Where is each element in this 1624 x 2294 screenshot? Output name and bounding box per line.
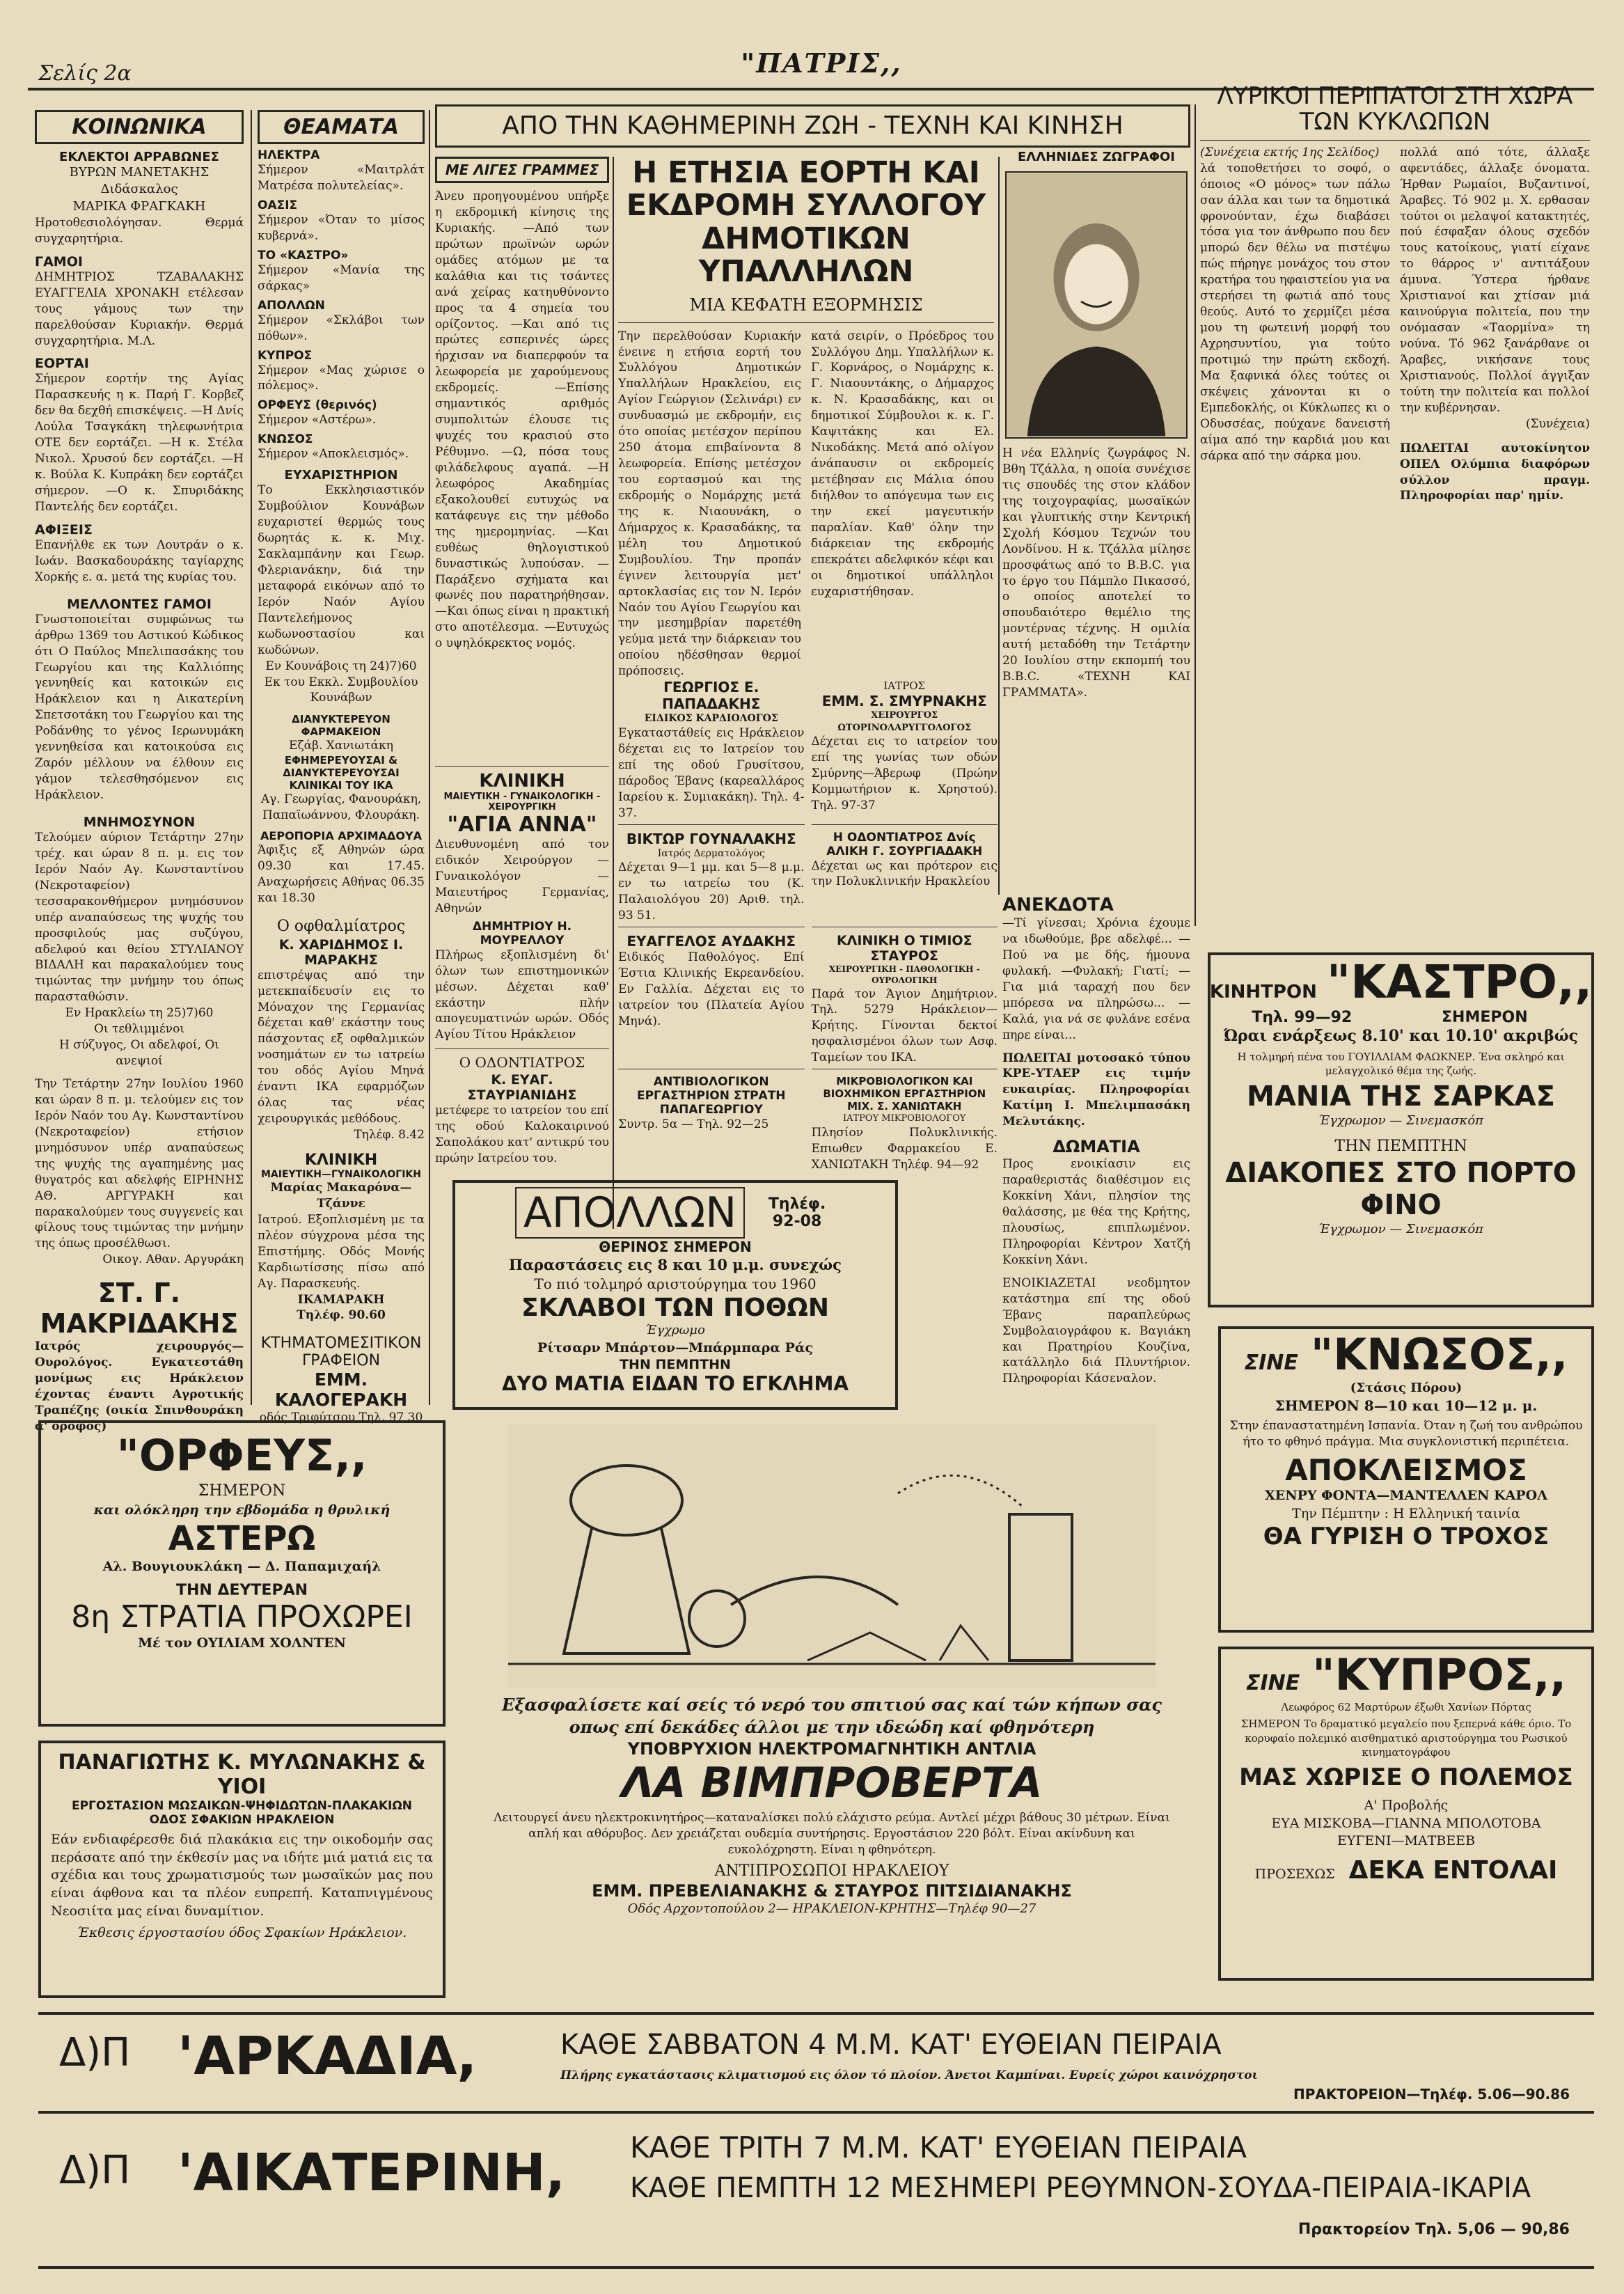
show-item	[258, 299, 425, 345]
doctor-name: ΑΝΤΙΒΙΟΛΟΓΙΚΟΝ ΕΡΓΑΣΤΗΡΙΟΝ ΣΤΡΑΤΗ ΠΑΠΑΓΕΩΡΓΙΟΥ	[636, 1075, 786, 1117]
article-text: Την περελθούσαν Κυριακήν ένεινε η ετήσια εορτή του Συλλόγου Δημοτικών Υπαλλήλων Ηρακλείου, εις Αγίον Γεώργιον (Σελινάρι) εν συνδυασμώ με εκδρομήν, εις ότο οποίας μετέσχον περίπου 250 άτομα επιβαίνοντα 8 λεωφορεία. Επίσης μετέσχον του εορτασμού και της εκδρομής ο Νομάρχης μετά της κ. Νιαουνάκη, ο Δήμαρχος κ. Κρασαδάκης, τα μέλη του Δημοτικού Συμβουλίου. Την προπάν έγινεν λειτουργία μετ' αρτοκλασίας εις τον Ν. Ιερόν Ναόν του Αγίου Γεωργίου και την μεσημβρίαν παρετέθη γεύμα μετά την διάρκειαν του οποίου ηδέσθησαν θερμοί πρόποσεις.	[618, 329, 801, 679]
show-item	[258, 249, 425, 294]
show-title: ΚΥΠΡΟΣ	[258, 348, 313, 363]
doctor-specialty: ΙΑΤΡΟΥ ΜΙΚΡΟΒΙΟΛΟΓΟΥ	[842, 1113, 966, 1124]
lyric-text: λά τοποθετήσει το σοφό, ο όποιος «Ο μόνος» των πάλω σαν άλλα και των τα δημοτικά φρονούνταν, έχω διαβάσει τόσα για τον άνθρωπο που δεν μπορώ δεν θέλω να πιστέψω πώς πήρηγε μονάχος του στον κρατήρα του ηφαιστείου για να στερήσει τη φωτιά από τους θεούς. Αυτό το χερμίζει μέσα μου τη φωτεινή μορφή του Αχρησυντίου, για τούτο προτιμώ την πρώτη εκδοχή. Μα ξαφνικά όλες τούτες οι σκέψεις χάνονται κι ο Εμπεδοκλής, οι Κύκλωπες κι ο Οδυσσέας, πούχανε δανειστή αίμα από την καρδιά μου και σάρκα από την σάρκα μου.	[1200, 161, 1390, 463]
iatros-label: ΙΑΤΡΟΣ	[883, 679, 926, 692]
bottom-rule	[38, 2266, 1594, 2269]
apollon-line2: Παραστάσεις εις 8 και 10 μ.μ. συνεχώς	[509, 1256, 842, 1273]
kastro-text: Η τολμηρή πένα του ΓΟΥΙΛΛΙΑΜ ΦΑΩΚΝΕΡ. Ένα σκληρό και μελαγχολικό θέμα της ζωής.	[1237, 1050, 1565, 1077]
doctor-text: Ειδικός Παθολόγος. Επί Έστια Κλινικής Εκρεανδείου. Εν Γαλλία. Δέχεται εις το ιατρείον του (Πλατεία Αγίου Μηνά).	[618, 950, 805, 1028]
orfeus-today: ΣΗΜΕΡΟΝ	[198, 1482, 286, 1500]
show-item	[258, 432, 425, 462]
aikaterini-schedule-2: ΚΑΘΕ ΠΕΜΠΤΗ 12 ΜΕΣΗΜΕΡΙ ΡΕΘΥΜΝΟΝ-ΣΟΥΔΑ-ΠΕΙΡΑΙΑ-ΙΚΑΡΙΑ	[630, 2172, 1531, 2204]
kastro-name: "ΚΑΣΤΡΟ,,	[1326, 955, 1593, 1009]
doctor-text: Εγκαταστάθείς εις Ηράκλειον δέχεται εις το Ιατρείον του επί της οδού Γρυσίτσου, πάροδος Έβανς (καρεαλλάρος Ιαρείου κ. Συμιακάκη). Τηλ. 4-37.	[618, 725, 805, 820]
clinic-title: ΚΛΙΝΙΚΗ	[304, 1151, 378, 1169]
small-ad-sale: ΠΩΛΕΙΤΑΙ μοτοσακό τύπου ΚΡΕ-ΥΤΑΕΡ εις τιμήν ευκαιρίας. Πληροφορίαι Κατίμη Ι. Μπελιμπασάκη Μελυτάκης.	[1002, 1051, 1190, 1129]
engagement-names: ΒΥΡΩΝ ΜΑΝΕΤΑΚΗΣ Διδάσκαλος ΜΑΡΙΚΑ ΦΡΑΓΚΑΚΗ	[69, 165, 210, 214]
realestate-name: ΕΜΜ. ΚΑΛΟΓΕΡΑΚΗ	[274, 1369, 408, 1411]
ad-orfeus	[38, 1420, 446, 1727]
doctor-ad-title: ΣΤ. Γ. ΜΑΚΡΙΔΑΚΗΣ	[40, 1278, 239, 1340]
knossos-sub: (Στάσις Πόρου)	[1350, 1381, 1463, 1395]
lyric-col-b	[1400, 145, 1590, 505]
knossos-stars: ΧΕΝΡΥ ΦΟΝΤΑ—ΜΑΝΤΕΛΛΕΝ ΚΑΡΟΛ	[1265, 1488, 1547, 1504]
mylonakis-title: ΠΑΝΑΓΙΩΤΗΣ Κ. ΜΥΛΩΝΑΚΗΣ & ΥΙΟΙ	[58, 1750, 426, 1799]
profile-title: ΕΛΛΗΝΙΔΕΣ ΖΩΓΡΑΦΟΙ	[1017, 150, 1176, 164]
pump-brand: ΛΑ ΒΙΜΠΡΟΒΕΡΤΑ	[621, 1758, 1043, 1807]
shows-list	[258, 148, 425, 462]
portrait-icon	[1007, 173, 1186, 437]
article-subhead: ΜΙΑ ΚΕΦΑΤΗ ΕΞΟΡΜΗΣΙΣ	[689, 295, 923, 315]
apollon-head	[455, 1187, 895, 1239]
doctor-specialty: ΕΙΔΙΚΟΣ ΚΑΡΔΙΟΛΟΓΟΣ	[644, 713, 778, 724]
column-anecdotes	[1002, 895, 1190, 1386]
lyric-title: ΛΥΡΙΚΟΙ ΠΕΡΙΠΑΤΟΙ ΣΤΗ ΧΩΡΑ ΤΩΝ ΚΥΚΛΩΠΩΝ	[1217, 82, 1573, 136]
doctor-ad	[618, 1075, 805, 1172]
taxi-ad: ΠΩΛΕΙΤΑΙ αυτοκίνητον ΟΠΕΛ Ολύμπια διαφόρων σύλλον πραγμ. Πληροφορίαι παρ' ημίν.	[1400, 441, 1590, 503]
weddings-title: ΓΑΜΟΙ	[35, 253, 83, 269]
kypros-stars-2: ΕΥΓΕΝΙ—ΜΑΤΒΕΕΒ	[1337, 1833, 1476, 1849]
dentist-text: μετέφερε το ιατρείον του επί της οδού Καλοκαιρινού Σαπολάκου κατ' αντικρύ του πρώην Ιατρείου του.	[435, 1103, 609, 1166]
engagements-title: ΕΚΛΕΚΤΟΙ ΑΡΡΑΒΩΝΕΣ	[59, 150, 219, 164]
thanks-text: Το Εκκλησιαστικόν Συμβούλιον Κουνάβων ευχαριστεί θερμώς τους δωρητάς κ. κ. Μιχ. Σακλαμπάνην και Γεωρ. Φλεριανάκην, διά την μεταφορά εικόνων από το Ιερόν Ναόν Αγίου Παντελεήμονος κωδωνοστασίου και κωδώνων.	[258, 483, 425, 657]
article-columns	[618, 329, 994, 680]
apollon-tel: Τηλέφ. 92-08	[768, 1195, 826, 1230]
rooms-text: Προς ενοικίασιν εις παραθεριστάς διαθέσιμον εις Κοκκίνη Χάνι, πλησίον της θαλάσσης, με θέα της Κρήτης, πλουσίως, επιπλωμένον. Πληροφορίαι Κέντρον Χατζή Κοκκίνη Χάνι.	[1002, 1157, 1190, 1267]
article-rule	[618, 322, 994, 323]
show-text: Σήμερον «Μαιτρλάτ Ματρέσα πολυτελείας».	[258, 163, 425, 193]
show-text: Σήμερον «Σκλάβοι των πόθων».	[258, 313, 425, 343]
pharmacies-title: ΔΙΑΝΥΚΤΕΡΕΥΟΝ ΦΑΡΜΑΚΕΙΟΝ	[292, 713, 391, 739]
show-title: ΟΡΦΕΥΣ (θερινός)	[258, 398, 377, 413]
doctor-specialty: ΧΕΙΡΟΥΡΓΟΣ ΩΤΟΡΙΝΟΛΑΡΥΓΓΟΛΟΓΟΣ	[837, 710, 972, 733]
show-title: ΗΛΕΚΤΡΑ	[258, 148, 320, 162]
orfeus-next-film: 8η ΣΤΡΑΤΙΑ ΠΡΟΧΩΡΕΙ	[71, 1598, 413, 1635]
aikaterini-prefix: Δ)Π	[59, 2148, 131, 2193]
thanks-sign: Εν Κουνάβοις τη 24)7)60 Εκ του Εκκλ. Συμβουλίου Κουνάβων	[264, 659, 418, 705]
feasts-text: Σήμερον εορτήν της Αγίας Παρασκευής η κ. Παρή Γ. Κορβεζ δεν θα δεχθή επισκέψεις. —Η Δνίς Λούλα Τσαγκάκη τηλεφωνήτρια ΟΤΕ δεν εορτάζει. —Η κ. Στέλα Νικολ. Χρυσού δεν εορτάζει. —Η κ. Βούλα Κ. Κυπράκη δεν εορτάζει σήμερον. —Ο κ. Σπυριδάκης Παντελής δεν εορτάζει.	[35, 372, 244, 514]
airline-text: Άφιξις εξ Αθηνών ώρα 09.30 και 17.45. Αναχωρήσεις Αθήνας 06.35 και 18.30	[258, 843, 425, 905]
ad-kypros	[1218, 1647, 1594, 1981]
col-divider-1	[251, 110, 252, 1405]
pump-illustration	[508, 1424, 1156, 1688]
doctor-ad	[812, 933, 998, 1069]
kypros-soon-label: ΠΡΟΣΕΧΩΣ	[1254, 1866, 1335, 1882]
doctor-name: ΜΙΚΡΟΒΙΟΛΟΓΙΚΟΝ ΚΑΙ ΒΙΟΧΗΜΙΚΟΝ ΕΡΓΑΣΤΗΡΙΟΝ ΜΙΧ. Σ. ΧΑΝΙΩΤΑΚΗ	[823, 1075, 986, 1113]
show-title: ΑΠΟΛΛΩΝ	[258, 298, 325, 313]
doctor-ad-text: Ιατρός χειρουργός—Ουρολόγος. Εγκατεστάθη μονίμως εις Ηράκλειον έχοντας έναντι Αγροτικής Τραπέζης (οικία Σπινθουράκη α' όροφος)	[35, 1340, 244, 1433]
clinic-text: Ιατρού. Εξοπλισμένη με τα πλέον σύγχρονα μέσα της Επιστήμης. Οδός Μονής Καρδιωτίσσης πίσω από Αγ. Παρασκευής.	[258, 1212, 425, 1291]
doctor-name: ΕΜΜ. Σ. ΣΜΥΡΝΑΚΗΣ	[821, 693, 987, 710]
doctor-name: ΕΥΑΓΓΕΛΟΣ ΑΥΔΑΚΗΣ	[626, 933, 796, 950]
show-item	[258, 398, 425, 428]
apollon-line3: Το πιό τολμηρό αριστούργημα του 1960	[534, 1275, 817, 1293]
column-social	[35, 110, 244, 1433]
doctor-text: Παρά τον Άγιον Δημήτριον. Τηλ. 5279 Ηράκλειον—Κρήτης. Γίνονται δεκτοί ησφαλισμένοι όλων των Ασφ. Ταμείων του ΙΚΑ.	[811, 987, 998, 1065]
lyric-text-2: πολλά από τότε, άλλαξε αφεντάδες, άλλαξε όνοματα. Ήρθαν Ρωμαίοι, Βυζαντινοί, Άραβες. Τό 902 μ. Χ. ερθασαν τούτοι οι μελαψοί κατακτητές, πού έσφαξαν όλους σχεδόν τους κατοίκους, γιατί είχανε το θάρρος ν' αντιτάξουν άμυνα. Ύστερα ήρθανε Χριστιανοί και χτίσαν μιά καινούργια πολιτεία, που την ονόμασαν «Ταορμίνα» τη νούνα. Τό 962 ξανάρθανε οι Άραβες, νικήσανε τους Χριστιανούς. Πολλοί άγγιξαν τούτη την πολιτεία και πολλοί την κυβέρνησαν.	[1400, 145, 1590, 415]
kypros-film: ΜΑΣ ΧΩΡΙΣΕ Ο ΠΟΛΕΜΟΣ	[1239, 1763, 1573, 1791]
dentist-title: Ο ΟΔΟΝΤΙΑΤΡΟΣ	[459, 1054, 585, 1071]
agia-anna-sub: ΜΑΙΕΥΤΙΚΗ - ΓΥΝΑΙΚΟΛΟΓΙΚΗ - ΧΕΙΡΟΥΡΓΙΚΗ	[443, 792, 601, 812]
kypros-text: ΣΗΜΕΡΟΝ Το δραματικό μεγαλείο που ξεπερνά κάθε όριο. Το κορυφαίο πολεμικό αισθηματικό αριστούργημα του Ρωσικού κινηματογράφου	[1240, 1718, 1572, 1759]
pharmacy-list: Αγ. Γεωργίας, Φανουράκη, Παπαϊωάννου, Φλουράκη.	[260, 792, 422, 823]
show-title: ΚΝΩΣΟΣ	[258, 432, 313, 447]
kypros-soon-film: ΔΕΚΑ ΕΝΤΟΛΑΙ	[1348, 1855, 1558, 1885]
knossos-film: ΑΠΟΚΛΕΙΣΜΟΣ	[1285, 1453, 1527, 1488]
realestate-addr: οδός Τριφύτσου Τηλ. 97 30	[259, 1411, 423, 1425]
clinic-name: Μαρίας Μακαρόνα—Τζάννε	[270, 1180, 412, 1211]
show-title: ΟΑΣΙΣ	[258, 198, 298, 212]
kypros-addr: Λεωφόρος 62 Μαρτύρων έξωθι Χανίων Πόρτας	[1281, 1701, 1531, 1713]
mylonakis-sign: Έκθεσις έργοστασίου όδος Σφακίων Ηράκλειον.	[77, 1925, 407, 1941]
aikaterini-agency: Πρακτορείον Τηλ. 5,06 — 90,86	[1298, 2221, 1570, 2238]
engagement-note: Ηροτοθεσιολόγησαν. Θερμά συγχαρητήρια.	[35, 215, 244, 246]
lyric-col-a	[1200, 145, 1390, 505]
apollon-next: ΤΗΝ ΠΕΜΠΤΗΝ	[620, 1357, 731, 1373]
kypros-screen: Α' Προβολής	[1364, 1798, 1449, 1813]
pump-line2: ΥΠΟΒΡΥΧΙΟΝ ΗΛΕΚΤΡΟΜΑΓΝΗΤΙΚΗ ΑΝΤΛΙΑ	[627, 1738, 1036, 1759]
show-item	[258, 349, 425, 395]
lyric-cont: (Συνέχεια εκτής 1ης Σελίδος)	[1200, 145, 1380, 159]
arkadia-prefix: Δ)Π	[59, 2030, 131, 2075]
knossos-next: Την Πέμπτην : Η Ελληνική ταινία	[1292, 1505, 1520, 1521]
show-text: Σήμερον «Όταν το μίσος κυβερνά».	[258, 212, 425, 243]
kastro-head	[1211, 955, 1591, 1009]
thanks-title: ΕΥΧΑΡΙΣΤΗΡΙΟΝ	[284, 468, 398, 483]
pharmacies-title-2: ΕΦΗΜΕΡΕΥΟΥΣΑΙ & ΔΙΑΝΥΚΤΕΡΕΥΟΥΣΑΙ ΚΛΙΝΙΚΑΙ ΤΟΥ ΙΚΑ	[283, 754, 400, 792]
section-social: ΚΟΙΝΩΝΙΚΑ	[35, 110, 244, 144]
agia-anna-text: Διευθυνομένη από τον ειδικόν Χειρούργον — Γυναικολόγον — Μαιευτήρος Γερμανίας, Αθηνών	[435, 838, 609, 916]
mylonakis-sub: ΕΡΓΟΣΤΑΣΙΟΝ ΜΩΣΑΙΚΩΝ-ΨΗΦΙΔΩΤΩΝ-ΠΛΑΚΑΚΙΩΝ	[71, 1799, 413, 1813]
mylonakis-text: Εάν ενδιαφέρεσθε διά πλακάκια εις την οικοδομήν σας περάσατε από την έκθεσίν μας να ιδήτε μιά ματιά εις τα σχέδια και τους χρωματισμούς των μωσαϊκών μας που είναι άφθονα και τα πλέον ευπρεπή. Καταπνιγμένους Νεοσιίτα μας είναι δυναμίτιον.	[51, 1832, 433, 1919]
orfeus-film: ΑΣΤΕΡΩ	[168, 1519, 316, 1559]
kypros-soon	[1221, 1856, 1591, 1885]
memorial2-sign: Οικογ. Αθαν. Αργυράκη	[102, 1252, 244, 1267]
arkadia-agency: ΠΡΑΚΤΟΡΕΙΟΝ—Τηλέφ. 5.06—90.86	[1293, 2086, 1570, 2103]
orfeus-stars: Αλ. Βουγιουκλάκη — Δ. Παπαμιχαήλ	[102, 1559, 381, 1575]
ship2-top-rule	[38, 2111, 1594, 2114]
agia-anna-doctor-text: Πλήρως εξοπλισμένη δι' όλων των επιστημονικών μέσων. Δέχεται καθ' εκάστην πλήν απογευματινών ωρών. Οδός Αγίου Τίτου Ηράκλειον	[435, 948, 609, 1042]
show-title: ΤΟ «ΚΑΣΤΡΟ»	[258, 248, 349, 262]
doctor-name: ΒΙΚΤΩΡ ΓΟΥΝΑΛΑΚΗΣ	[626, 830, 796, 847]
knossos-name: "ΚΝΩΣΟΣ,,	[1310, 1329, 1568, 1380]
ad-ship-aikaterini	[38, 2116, 1594, 2263]
memorial-text: Τελούμεν αύριον Τετάρτην 27ην τρέχ. και ώραν 8 π. μ. εις τον Ιερόν Ναόν Αγ. Κωνσταντίνου (Νεκροταφείον) τεσσαρακονθήμερον μνημόσυνον υπέρ αναπαύσεως της ψυχής του προσφιλούς μας συζύγου, αδελφού και θείου ΣΤΥΛΙΑΝΟΥ ΒΙΔΑΛΗ και παρακαλούμεν τους τιμώντας την μνήμην του όπως παρασταθώσιν.	[35, 830, 244, 1005]
profile-text: Η νέα Ελληνίς ζωγράφος Ν. Βθη Τζάλλα, η οποία συνέχισε τις σπουδές της στον κλάδον της τοιχογραφίας, μωσαϊκών και γλυπτικής στην Κεντρική Σχολή Κόσμου Τεχνών του Λονδίνου. Η κ. Τζάλλα μίλησε προσφάτως από το B.B.C. για το έργο του Πάμπλο Πικασσό, ο οποίος αποτελεί το σπουδαιότερο θεμέλιο της μοντέρνας τέχνης. Η ομιλία αυτή μεταδόθη την Τετάρτην 20 Ιουλίου στην εκπομπή του B.B.C. «ΤΕΧΝΗ ΚΑΙ ΓΡΑΜΜΑΤΑ».	[1002, 446, 1190, 700]
mylonakis-addr: ΟΔΟΣ ΣΦΑΚΙΩΝ ΗΡΑΚΛΕΙΟΝ	[149, 1813, 335, 1827]
top-banner-text: ΑΠΟ ΤΗΝ ΚΑΘΗΜΕΡΙΝΗ ΖΩΗ - ΤΕΧΝΗ ΚΑΙ ΚΙΝΗΣΗ	[502, 111, 1124, 140]
memorial-sign: Εν Ηρακλείω τη 25)7)60 Οι τεθλιμμένοι Η σύζυγος, Οι αδελφοί, Οι ανεψιοί	[59, 1006, 219, 1069]
clinic-sub: ΜΑΙΕΥΤΙΚΗ—ΓΥΝΑΙΚΟΛΟΓΙΚΗ	[260, 1168, 421, 1180]
weddings-text: ΔΗΜΗΤΡΙΟΣ ΤΖΑΒΑΛΑΚΗΣ ΕΥΑΓΓΕΛΙΑ ΧΡΟΝΑΚΗ ετέλεσαν τους γάμους των την παρελθούσαν Κυριακήν. Θερμά συγχαρητήρια. Μ.Λ.	[35, 269, 244, 348]
col-divider-3	[613, 157, 614, 1229]
doctor-name: Η ΟΔΟΝΤΙΑΤΡΟΣ Δνίς ΑΛΙΚΗ Γ. ΣΟΥΡΓΙΑΔΑΚΗ	[826, 830, 983, 858]
ophthalmologist-text: επιστρέψας από την μετεκπαίδευσίν εις το Μόναχον της Γερμανίας δέχεται καθ' εκάστην τους πάσχοντας εξ οφθαλμικών νοσημάτων εν τω ιατρείω του οδός Αγίου Μηνά έναντι ΙΚΑ εφαρμόζων όλας τας νέας χειρουργικάς μεθόδους.	[258, 968, 425, 1126]
col-divider-2	[429, 110, 430, 1405]
apollon-name: ΑΠΟΛΛΩΝ	[515, 1187, 745, 1239]
kypros-head	[1221, 1649, 1591, 1700]
garden-pump-icon	[508, 1424, 1156, 1688]
ship1-top-rule	[38, 2012, 1594, 2015]
doctor-ad	[812, 1075, 998, 1172]
doctor-specialty: Ιατρός Δερματολόγος	[657, 847, 765, 859]
knossos-times: ΣΗΜΕΡΟΝ 8—10 και 10—12 μ. μ.	[1275, 1397, 1538, 1415]
kypros-prefix: ΣΙΝΕ	[1246, 1671, 1300, 1695]
kastro-tel: Τηλ. 99—92	[1252, 1009, 1353, 1026]
clinic-rule	[435, 766, 609, 767]
masthead: "ΠΑΤΡΙΣ,,	[741, 47, 902, 79]
future-weddings-title: ΜΕΛΛΟΝΤΕΣ ΓΑΜΟΙ	[67, 596, 212, 612]
show-text: Σήμερον «Αποκλεισμός».	[258, 447, 409, 462]
kastro-color: Έγχρωμον — Σινεμασκόπ	[1318, 1113, 1484, 1129]
article-annual-feast	[618, 155, 994, 679]
article-text-2: κατά σειρίν, ο Πρόεδρος του Συλλόγου Δημ. Υπαλλήλων κ. Γ. Κορνάρος, ο Νομάρχης κ. Γ. Νιαουντάκης, ο Δήμαρχος κ. Ν. Κρασαδάκης, και οι δημοτικοί Σύμβουλοι κ. κ. Γ. Καψιτάκης και Ελ. Νικοδάκης. Μετά από ολίγον άνάπαυσιν οι εκδρομείς μετέβησαν εις Μάλια όπου διήλθον το απόγευμα των εις την εκεί μαγευτικήν παραλίαν. Καθ' όλην την διάρκειαν της εκδρομής επεκράτει αδελφικόν κέφι και οι δημοτικοί υπάλληλοι ευχαριστήθησαν.	[811, 329, 994, 599]
ophthalmologist-title: Ο οφθαλμίατρος	[276, 917, 406, 935]
aikaterini-schedule-1: ΚΑΘΕ ΤΡΙΤΗ 7 Μ.Μ. ΚΑΤ' ΕΥΘΕΙΑΝ ΠΕΙΡΑΙΑ	[630, 2130, 1247, 2165]
airline-title: ΑΕΡΟΠΟΡΙΑ ΑΡΧΙΜΑΔΟΥΑ	[260, 829, 422, 843]
doctor-text: Συντρ. 5α — Τηλ. 92—25	[618, 1117, 769, 1132]
doctor-ad	[812, 831, 998, 928]
ad-pump	[452, 1424, 1211, 2002]
ophthalmologist-name: Κ. ΧΑΡΙΔΗΜΟΣ Ι. ΜΑΡΑΚΗΣ	[278, 936, 404, 968]
ad-knossos	[1218, 1326, 1594, 1633]
agia-anna-name: "ΑΓΙΑ ΑΝΝΑ"	[447, 812, 597, 837]
ad-ship-arkadia	[38, 2016, 1594, 2107]
col-divider-5	[1195, 104, 1196, 926]
kastro-next: ΤΗΝ ΠΕΜΠΤΗΝ	[1334, 1138, 1467, 1156]
pump-agency: ΑΝΤΙΠΡΟΣΩΠΟΙ ΗΡΑΚΛΕΙΟΥ	[714, 1862, 949, 1880]
ophthalmologist-tel: Τηλέφ. 8.42	[354, 1128, 425, 1142]
pump-agents: ΕΜΜ. ΠΡΕΒΕΛΙΑΝΑΚΗΣ & ΣΤΑΥΡΟΣ ΠΙΤΣΙΔΙΑΝΑΚΗΣ	[592, 1881, 1072, 1901]
kypros-stars: ΕΥΑ ΜΙΣΚΟΒΑ—ΓΙΑΝΝΑ ΜΠΟΛΟΤΟΒΑ	[1271, 1815, 1541, 1831]
doctor-text: Πλησίον Πολυκλινικής. Επιωθεν Φαρμακείου Ε. ΧΑΝΙΩΤΑΚΗ Τηλέφ. 94—92	[811, 1125, 998, 1172]
agia-anna-title: ΚΛΙΝΙΚΗ	[479, 771, 565, 792]
arrivals-title: ΑΦΙΞΕΙΣ	[35, 521, 93, 537]
memorial-title: ΜΝΗΜΟΣΥΝΟΝ	[83, 814, 196, 830]
column-shows	[258, 110, 425, 1425]
doctors-list	[618, 679, 998, 1173]
ad-apollon	[452, 1180, 898, 1410]
doctor-ad	[618, 679, 805, 825]
small-ad-rent: ΕΝΟΙΚΙΑΖΕΤΑΙ νεοδμητον κατάστημα επί της οδού Έβανς παραπλεύρως Συμβολαιογράφου κ. Βαγιάκη και Πρατηρίου Κουζίνα, κατάλληλο διά Πλυντήριον. Πληροφορίαι Κάσεναλον.	[1002, 1275, 1190, 1386]
show-text: Σήμερον «Αστέρω».	[258, 413, 377, 427]
arkadia-schedule: ΚΑΘΕ ΣΑΒΒΑΤΟΝ 4 Μ.Μ. ΚΑΤ' ΕΥΘΕΙΑΝ ΠΕΙΡΑΙΑ	[560, 2029, 1222, 2061]
doctor-name: ΓΕΩΡΓΙΟΣ Ε. ΠΑΠΑΔΑΚΗΣ	[662, 679, 761, 712]
ad-kastro	[1208, 952, 1594, 1307]
doctor-text: Δέχεται εις το ιατρείον του επί της γωνίας των οδών Σμύρνης—Άβερωφ (Πρώην Κομμωτήριον κ. Χρηστού). Τηλ. 97-37	[811, 734, 998, 813]
pump-line1: Εξασφαλίσετε καί σείς τό νερό του σπιτιού σας καί τών κήπων σας οπως επί δεκάδες άλλοι με την ιδεώδη καί φθηνότερη	[501, 1695, 1162, 1738]
brief-title: ΜΕ ΛΙΓΕΣ ΓΡΑΜΜΕΣ	[435, 157, 609, 183]
show-item	[258, 198, 425, 244]
kypros-name: "ΚΥΠΡΟΣ,,	[1312, 1649, 1566, 1700]
kastro-today: ΣΗΜΕΡΟΝ	[1442, 1009, 1528, 1026]
doctor-specialty: ΧΕΙΡΟΥΡΓΙΚΗ - ΠΑΘΟΛΟΓΙΚΗ - ΟΥΡΟΛΟΓΙΚΗ	[828, 964, 980, 986]
rooms-title: ΔΩΜΑΤΙΑ	[1053, 1137, 1140, 1157]
apollon-color: Έγχρωμο	[645, 1323, 705, 1338]
orfeus-name: "ΟΡΦΕΥΣ,,	[116, 1430, 368, 1481]
clinic-sign: ΙΚΑΜΑΡΑΚΗ Τηλέφ. 90.60	[297, 1292, 386, 1323]
apollon-next-film: ΔΥΟ ΜΑΤΙΑ ΕΙΔΑΝ ΤΟ ΕΓΚΛΗΜΑ	[502, 1372, 849, 1396]
orfeus-next: ΤΗΝ ΔΕΥΤΕΡΑΝ	[175, 1581, 308, 1599]
apollon-film: ΣΚΛΑΒΟΙ ΤΩΝ ΠΟΘΩΝ	[521, 1294, 830, 1323]
feasts-title: ΕΟΡΤΑΙ	[35, 356, 89, 372]
agia-anna-doctor: ΔΗΜΗΤΡΙΟΥ Η. ΜΟΥΡΕΛΛΟΥ	[472, 919, 572, 948]
pump-desc: Λειτουργεί άνευ ηλεκτροκινητήρος—καταναλίσκει πολύ ελάχιστο ρεύμα. Αντλεί μέχρι βάθους 30 μέτρων. Είναι απλή και αθόρυβος. Δεν χρειάζεται ουδεμία συντήρησις. Εργοστάσιον 220 βόλτ. Είναι ακίνδυνη και ευκολόχρηστη. Είναι η φθηνότερη.	[494, 1810, 1170, 1857]
lyric-rule	[1200, 140, 1590, 141]
article-headline: Η ΕΤΗΣΙΑ ΕΟΡΤΗ ΚΑΙ ΕΚΔΡΟΜΗ ΣΥΛΛΟΓΟΥ ΔΗΜΟΤΙΚΩΝ ΥΠΑΛΛΗΛΩΝ	[626, 155, 986, 289]
arkadia-name: 'ΑΡΚΑΔΙΑ,	[178, 2025, 478, 2087]
doctor-ad	[812, 679, 998, 825]
pharmacy-night: Εζάβ. Χανιωτάκη	[289, 739, 393, 753]
dentist-rule	[435, 1048, 609, 1049]
apollon-stars: Ρίτσαρν Μπάρτον—Μπάρμπαρα Ράς	[537, 1340, 814, 1356]
show-text: Σήμερον «Μας χώρισε ο πόλεμος».	[258, 363, 425, 393]
future-weddings-text: Γνωστοποιείται συμφώνως τω άρθρω 1369 του Αστικού Κώδικος ότι Ο Παύλος Μπελιπασάκης του Γεωργίου και της Καλλιόπης γεννηθείς και κατοικών εις Ηράκλειον και η Αικατερίνη Σπετσοτάκη του Γεωργίου και της Ροδάνθης το γένος Ιερωνυμάκη γεννηθείσα και κατοικούσα εις Ζαρόν μέλλουν να έλθουν εις γάμον τελεσθησόμενον εις Ηράκλειον.	[35, 612, 244, 803]
brief-text: Άνευ προηγουμένου υπήρξε η εκδρομική κίνησις της Κυριακής. —Από των πρώτων πρωϊνών ωρών ομάδες ατόμων με τα καλάθια και τις τσάντες ανά χείρας κατηυθύνοντο προς τα 4 σημεία του ορίζοντος. —Και από τις πρώτες εσπερινές ώρες ήρχισαν να διαπερφούν τα λεωφορεία με χαρούμενους εκδρομείς. —Επίσης σημαντικός αριθμός συμπολιτών έλουσε τις ψυχές του κρασιού στο Ρέθυμνο. —Ω, πόσα τους φιλάδελφους αγαπά. —Η λεωφόρος Ακαδημίας εξακολουθεί ευτυχώς να κατάφευγε εις την μέθοδο της ημερομηνίας. —Και ευθέως θηλογιστικού δυναστικώς λυπούσαν. —Παράξενο σχήματα και φωνές που παρατηρήθησαν. —Και όπως είναι η πρακτική στο αποτέλεσμα. —Ευτυχώς ο υψηλόκρεκτος νομός.	[435, 189, 609, 651]
doctor-name: ΚΛΙΝΙΚΗ Ο ΤΙΜΙΟΣ ΣΤΑΥΡΟΣ	[836, 933, 972, 964]
doctor-text: Δέχεται 9—1 μμ. και 5—8 μ.μ. εν τω ιατρείω του (Κ. Παλαιολόγου 20) Αριθ. τηλ. 93 51.	[618, 861, 805, 923]
portrait-photo	[1005, 171, 1188, 439]
lyric-columns	[1200, 145, 1590, 505]
kastro-next-color: Έγχρωμον — Σινεμασκόπ	[1318, 1222, 1484, 1237]
clinic-agia-anna	[435, 766, 609, 1166]
memorial2-text: Την Τετάρτην 27ην Ιουλίου 1960 και ώραν 8 π. μ. τελούμεν εις τον Ιερόν Ναόν του Αγ. Κωνσταντίνου (Νεκροταφείον) ετήσιον μνημόσυνον υπέρ αναπαύσεως της ψυχής της αγαπημένης μας θυγατρός και αδελφής ΕΙΡΗΝΗΣ ΑΘ. ΑΡΓΥΡΑΚΗ και παρακαλούμεν τους συγγενείς και φίλους τους τιμώντας την μνήμην της όπως προσέλθωσι.	[35, 1077, 244, 1251]
anecdotes-text: —Τί γίνεσαι; Χρόνια έχουμε να ιδωθούμε, βρε αδελφέ... —Πού να με δής, ήμουνα φυλακή. —Φυλακή; Γιατί; —Για μιά ταραχή που δεν μπόρεσα να πληρώσω... —Καλά, για νά σε φυλάνε εσένα πηρε είναι...	[1002, 916, 1190, 1042]
knossos-head	[1221, 1329, 1591, 1380]
kastro-film: ΜΑΝΙΑ ΤΗΣ ΣΑΡΚΑΣ	[1247, 1081, 1555, 1113]
pump-addr: Οδός Αρχοντοπούλου 2— ΗΡΑΚΛΕΙΟΝ-ΚΡΗΤΗΣ—Τηλέφ 90—27	[627, 1901, 1036, 1917]
show-text: Σήμερον «Μανία της σάρκας»	[258, 262, 425, 293]
apollon-line1: ΘΕΡΙΝΟΣ ΣΗΜΕΡΟΝ	[599, 1239, 752, 1255]
top-banner	[435, 104, 1190, 148]
kastro-prefix: ΚΙΝΗΤΡΟΝ	[1209, 982, 1317, 1003]
knossos-prefix: ΣΙΝΕ	[1244, 1351, 1298, 1375]
knossos-text: Στην έπαναστατημένη Ισπανία. Όταν η ζωή του ανθρώπου ήτο το φθηνό πράγμα. Μια συγκλονιστική περιπέτεια.	[1229, 1419, 1583, 1450]
doctor-text: Δέχεται ως και πρότερον εις την Πολυκλινικήν Ηρακλείου	[811, 858, 998, 889]
dentist-name: Κ. ΕΥΑΓ. ΣΤΑΥΡΙΑΝΙΔΗΣ	[467, 1072, 577, 1103]
arrivals-text: Επανήλθε εκ των Λουτράν ο κ. Ιωάν. Βασκαδουράκης ταγίαρχης Χορκής ε. α. μετά της κυρίας του.	[35, 537, 244, 584]
kastro-next-film: ΔΙΑΚΟΠΕΣ ΣΤΟ ΠΟΡΤΟ ΦΙΝΟ	[1225, 1157, 1577, 1222]
arkadia-note: Πλήρης εγκατάστασις κλιματισμού εις όλον τό πλοίον. Άνετοι Καμπίναι. Ευρείς χώροι καινόχρηστοι	[560, 2068, 1258, 2082]
section-shows: ΘΕΑΜΑΤΑ	[258, 110, 425, 144]
col-divider-4	[998, 157, 1000, 895]
column-lyric-walks	[1200, 84, 1590, 919]
doctor-ad	[618, 933, 805, 1069]
show-item	[258, 148, 425, 194]
doctors-grid	[618, 679, 998, 1208]
doctor-ad	[618, 831, 805, 928]
kastro-times: Ώραι ενάρξεως 8.10' και 10.10' ακριβώς	[1223, 1027, 1579, 1045]
aikaterini-name: 'ΑΙΚΑΤΕΡΙΝΗ,	[178, 2143, 565, 2203]
orfeus-line: και ολόκληρη την εβδομάδα η θρυλική	[93, 1502, 391, 1518]
ad-mylonakis	[38, 1741, 446, 1998]
lyric-sign: (Συνέχεια)	[1525, 416, 1590, 431]
profile-painter	[1002, 150, 1190, 888]
knossos-next-film: ΘΑ ΓΥΡΙΣΗ Ο ΤΡΟΧΟΣ	[1263, 1523, 1550, 1551]
page-number: Σελίς 2α	[38, 61, 132, 86]
anecdotes-title: ΑΝΕΚΔΟΤΑ	[1002, 895, 1114, 916]
orfeus-next-star: Μέ τον ΟΥΙΛΙΑΜ ΧΟΛΝΤΕΝ	[138, 1635, 346, 1651]
realestate-title: ΚΤΗΜΑΤΟΜΕΣΙΤΙΚΟΝ ΓΡΑΦΕΙΟΝ	[260, 1335, 422, 1370]
